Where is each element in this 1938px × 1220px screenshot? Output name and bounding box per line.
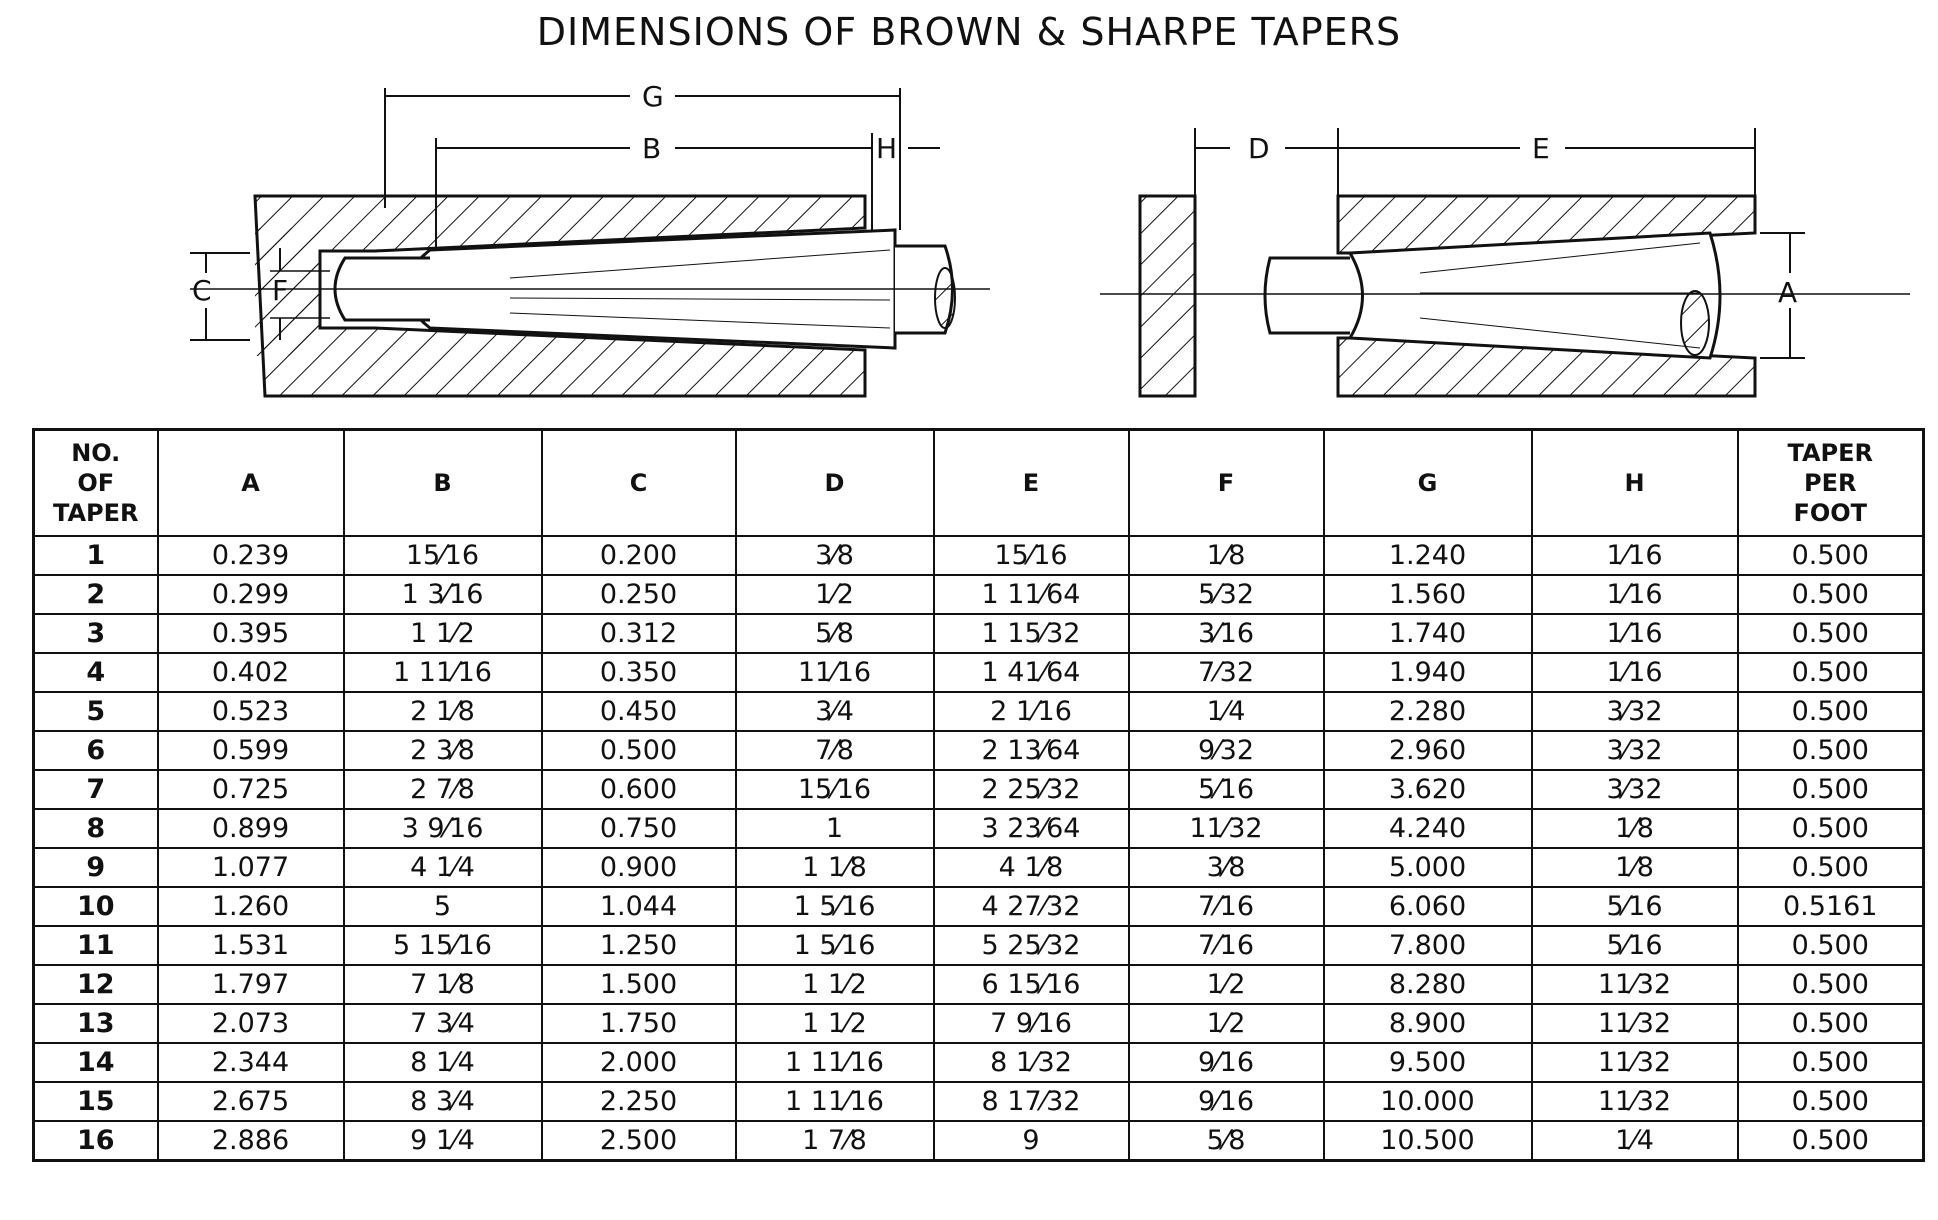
cell-b: 8 3⁄4 (344, 1082, 542, 1121)
cell-taper-per-foot: 0.500 (1738, 536, 1924, 575)
header-d: D (736, 430, 934, 537)
header-b: B (344, 430, 542, 537)
cell-b: 7 1⁄8 (344, 965, 542, 1004)
header-h: H (1532, 430, 1738, 537)
cell-d: 1 1⁄2 (736, 965, 934, 1004)
dim-label-g: G (642, 80, 664, 113)
cell-h: 5⁄16 (1532, 887, 1738, 926)
cell-h: 1⁄16 (1532, 536, 1738, 575)
table-row (34, 770, 1924, 809)
cell-b: 2 1⁄8 (344, 692, 542, 731)
cell-e: 2 13⁄64 (934, 731, 1129, 770)
cell-taper-number: 6 (34, 731, 158, 770)
cell-taper-number: 13 (34, 1004, 158, 1043)
cell-taper-number: 15 (34, 1082, 158, 1121)
cell-taper-per-foot: 0.500 (1738, 965, 1924, 1004)
cell-taper-number: 2 (34, 575, 158, 614)
cell-e: 15⁄16 (934, 536, 1129, 575)
cell-f: 7⁄16 (1129, 926, 1324, 965)
table-row (34, 1043, 1924, 1082)
header-no-of-taper (34, 430, 158, 537)
cell-g: 9.500 (1324, 1043, 1532, 1082)
cell-taper-per-foot: 0.500 (1738, 809, 1924, 848)
taper-dimensions-table (32, 428, 1925, 1162)
table-row (34, 1121, 1924, 1161)
table-row (34, 1004, 1924, 1043)
cell-taper-per-foot: 0.500 (1738, 1082, 1924, 1121)
cell-taper-number: 5 (34, 692, 158, 731)
table-row (34, 926, 1924, 965)
cell-c: 0.200 (542, 536, 736, 575)
cell-b: 4 1⁄4 (344, 848, 542, 887)
cell-a: 0.599 (158, 731, 344, 770)
cell-h: 1⁄16 (1532, 614, 1738, 653)
cell-g: 10.000 (1324, 1082, 1532, 1121)
cell-b: 3 9⁄16 (344, 809, 542, 848)
end-block (1140, 196, 1195, 396)
cell-b: 5 (344, 887, 542, 926)
cell-g: 6.060 (1324, 887, 1532, 926)
header-line: NO. (71, 439, 121, 467)
cell-f: 1⁄2 (1129, 965, 1324, 1004)
cell-b: 9 1⁄4 (344, 1121, 542, 1161)
cell-d: 1⁄2 (736, 575, 934, 614)
left-taper-diagram (130, 78, 1010, 418)
cell-taper-per-foot: 0.500 (1738, 1004, 1924, 1043)
cell-taper-per-foot: 0.500 (1738, 848, 1924, 887)
cell-taper-per-foot: 0.500 (1738, 692, 1924, 731)
cell-g: 4.240 (1324, 809, 1532, 848)
cell-taper-number: 16 (34, 1121, 158, 1161)
cell-e: 4 1⁄8 (934, 848, 1129, 887)
table-row (34, 692, 1924, 731)
cell-h: 3⁄32 (1532, 731, 1738, 770)
right-taper-diagram (1100, 118, 1920, 418)
cell-f: 3⁄16 (1129, 614, 1324, 653)
cell-f: 9⁄32 (1129, 731, 1324, 770)
cell-a: 1.260 (158, 887, 344, 926)
cell-e: 8 17⁄32 (934, 1082, 1129, 1121)
header-c: C (542, 430, 736, 537)
cell-e: 4 27⁄32 (934, 887, 1129, 926)
table-row (34, 965, 1924, 1004)
cell-b: 8 1⁄4 (344, 1043, 542, 1082)
header-line: TAPER (52, 499, 139, 527)
cell-h: 1⁄4 (1532, 1121, 1738, 1161)
table-row (34, 653, 1924, 692)
cell-g: 1.240 (1324, 536, 1532, 575)
cell-taper-per-foot: 0.500 (1738, 926, 1924, 965)
dim-label-b: B (642, 132, 662, 165)
cell-e: 2 1⁄16 (934, 692, 1129, 731)
cell-e: 6 15⁄16 (934, 965, 1129, 1004)
cell-b: 2 7⁄8 (344, 770, 542, 809)
cell-g: 1.560 (1324, 575, 1532, 614)
cell-g: 10.500 (1324, 1121, 1532, 1161)
cell-taper-number: 1 (34, 536, 158, 575)
cell-h: 3⁄32 (1532, 692, 1738, 731)
cell-h: 11⁄32 (1532, 1043, 1738, 1082)
cell-h: 1⁄8 (1532, 809, 1738, 848)
cell-taper-per-foot: 0.500 (1738, 1043, 1924, 1082)
cell-b: 2 3⁄8 (344, 731, 542, 770)
cell-taper-per-foot: 0.500 (1738, 653, 1924, 692)
cell-taper-per-foot: 0.5161 (1738, 887, 1924, 926)
cell-h: 1⁄16 (1532, 653, 1738, 692)
cell-taper-per-foot: 0.500 (1738, 770, 1924, 809)
dim-label-d: D (1248, 132, 1270, 165)
cell-a: 0.523 (158, 692, 344, 731)
cell-a: 1.531 (158, 926, 344, 965)
cell-c: 1.250 (542, 926, 736, 965)
cell-d: 7⁄8 (736, 731, 934, 770)
cell-h: 11⁄32 (1532, 965, 1738, 1004)
cell-g: 1.940 (1324, 653, 1532, 692)
taper-plug (1350, 233, 1720, 358)
cell-c: 1.500 (542, 965, 736, 1004)
header-g: G (1324, 430, 1532, 537)
cell-e: 1 11⁄64 (934, 575, 1129, 614)
cell-h: 11⁄32 (1532, 1004, 1738, 1043)
dim-label-a: A (1778, 276, 1798, 309)
cell-c: 0.900 (542, 848, 736, 887)
header-f: F (1129, 430, 1324, 537)
table-row (34, 614, 1924, 653)
cell-b: 1 3⁄16 (344, 575, 542, 614)
header-line: TAPER (1787, 439, 1874, 467)
cell-a: 1.797 (158, 965, 344, 1004)
cell-taper-per-foot: 0.500 (1738, 614, 1924, 653)
cell-h: 3⁄32 (1532, 770, 1738, 809)
cell-d: 3⁄8 (736, 536, 934, 575)
header-taper-per-foot (1738, 430, 1924, 537)
cell-h: 1⁄16 (1532, 575, 1738, 614)
table-row (34, 848, 1924, 887)
cell-d: 1 5⁄16 (736, 926, 934, 965)
cell-d: 1 11⁄16 (736, 1082, 934, 1121)
cell-e: 9 (934, 1121, 1129, 1161)
cell-d: 15⁄16 (736, 770, 934, 809)
cell-taper-number: 7 (34, 770, 158, 809)
header-line: OF (77, 469, 115, 497)
cell-d: 1 (736, 809, 934, 848)
cell-a: 0.239 (158, 536, 344, 575)
cell-d: 1 1⁄8 (736, 848, 934, 887)
cell-c: 0.750 (542, 809, 736, 848)
cell-c: 0.350 (542, 653, 736, 692)
cell-b: 7 3⁄4 (344, 1004, 542, 1043)
cell-c: 0.500 (542, 731, 736, 770)
cell-e: 3 23⁄64 (934, 809, 1129, 848)
cell-f: 5⁄8 (1129, 1121, 1324, 1161)
header-line: FOOT (1793, 499, 1868, 527)
cell-e: 8 1⁄32 (934, 1043, 1129, 1082)
cell-f: 1⁄8 (1129, 536, 1324, 575)
cell-a: 2.344 (158, 1043, 344, 1082)
cell-taper-number: 9 (34, 848, 158, 887)
cell-a: 2.886 (158, 1121, 344, 1161)
table-row (34, 1082, 1924, 1121)
table-row (34, 575, 1924, 614)
dim-label-c: C (192, 274, 212, 307)
cell-d: 1 7⁄8 (736, 1121, 934, 1161)
cell-h: 11⁄32 (1532, 1082, 1738, 1121)
dim-label-f: F (272, 274, 289, 307)
cell-c: 0.312 (542, 614, 736, 653)
cell-taper-per-foot: 0.500 (1738, 575, 1924, 614)
cell-g: 5.000 (1324, 848, 1532, 887)
cell-c: 2.250 (542, 1082, 736, 1121)
cell-taper-number: 11 (34, 926, 158, 965)
cell-a: 0.299 (158, 575, 344, 614)
table-row (34, 536, 1924, 575)
cell-c: 2.500 (542, 1121, 736, 1161)
taper-dimensions-table-wrapper (32, 428, 1932, 1162)
cell-a: 2.073 (158, 1004, 344, 1043)
cell-a: 2.675 (158, 1082, 344, 1121)
cell-g: 7.800 (1324, 926, 1532, 965)
cell-g: 3.620 (1324, 770, 1532, 809)
cell-d: 1 5⁄16 (736, 887, 934, 926)
cell-b: 5 15⁄16 (344, 926, 542, 965)
cell-c: 0.250 (542, 575, 736, 614)
cell-d: 1 1⁄2 (736, 1004, 934, 1043)
header-line: PER (1804, 469, 1857, 497)
cell-a: 0.402 (158, 653, 344, 692)
cell-taper-per-foot: 0.500 (1738, 1121, 1924, 1161)
cell-g: 8.280 (1324, 965, 1532, 1004)
cell-f: 5⁄32 (1129, 575, 1324, 614)
cell-e: 1 41⁄64 (934, 653, 1129, 692)
header-a: A (158, 430, 344, 537)
cell-d: 11⁄16 (736, 653, 934, 692)
cell-c: 2.000 (542, 1043, 736, 1082)
cell-f: 11⁄32 (1129, 809, 1324, 848)
cell-f: 9⁄16 (1129, 1043, 1324, 1082)
cell-f: 9⁄16 (1129, 1082, 1324, 1121)
cell-e: 1 15⁄32 (934, 614, 1129, 653)
cell-a: 0.725 (158, 770, 344, 809)
cell-c: 0.450 (542, 692, 736, 731)
table-row (34, 887, 1924, 926)
cell-c: 0.600 (542, 770, 736, 809)
cell-c: 1.750 (542, 1004, 736, 1043)
cell-a: 1.077 (158, 848, 344, 887)
table-row (34, 731, 1924, 770)
cell-e: 2 25⁄32 (934, 770, 1129, 809)
cell-b: 15⁄16 (344, 536, 542, 575)
cell-d: 3⁄4 (736, 692, 934, 731)
cell-taper-number: 3 (34, 614, 158, 653)
cell-a: 0.899 (158, 809, 344, 848)
cell-e: 7 9⁄16 (934, 1004, 1129, 1043)
cell-c: 1.044 (542, 887, 736, 926)
dim-label-e: E (1532, 132, 1550, 165)
page-title: DIMENSIONS OF BROWN & SHARPE TAPERS (536, 10, 1402, 54)
cell-taper-number: 8 (34, 809, 158, 848)
cell-g: 8.900 (1324, 1004, 1532, 1043)
cell-f: 1⁄2 (1129, 1004, 1324, 1043)
cell-taper-number: 4 (34, 653, 158, 692)
cell-taper-number: 12 (34, 965, 158, 1004)
cell-f: 7⁄16 (1129, 887, 1324, 926)
cell-a: 0.395 (158, 614, 344, 653)
cell-f: 5⁄16 (1129, 770, 1324, 809)
cell-taper-number: 10 (34, 887, 158, 926)
cell-d: 1 11⁄16 (736, 1043, 934, 1082)
dim-label-h: H (876, 132, 898, 165)
header-e: E (934, 430, 1129, 537)
cell-b: 1 11⁄16 (344, 653, 542, 692)
cell-taper-number: 14 (34, 1043, 158, 1082)
cell-f: 7⁄32 (1129, 653, 1324, 692)
cell-d: 5⁄8 (736, 614, 934, 653)
table-header-row (34, 430, 1924, 537)
cell-g: 2.280 (1324, 692, 1532, 731)
cell-h: 5⁄16 (1532, 926, 1738, 965)
table-body (34, 536, 1924, 1161)
cell-b: 1 1⁄2 (344, 614, 542, 653)
cell-e: 5 25⁄32 (934, 926, 1129, 965)
cell-g: 2.960 (1324, 731, 1532, 770)
cell-f: 3⁄8 (1129, 848, 1324, 887)
cell-f: 1⁄4 (1129, 692, 1324, 731)
cell-taper-per-foot: 0.500 (1738, 731, 1924, 770)
cell-h: 1⁄8 (1532, 848, 1738, 887)
cell-g: 1.740 (1324, 614, 1532, 653)
table-row (34, 809, 1924, 848)
